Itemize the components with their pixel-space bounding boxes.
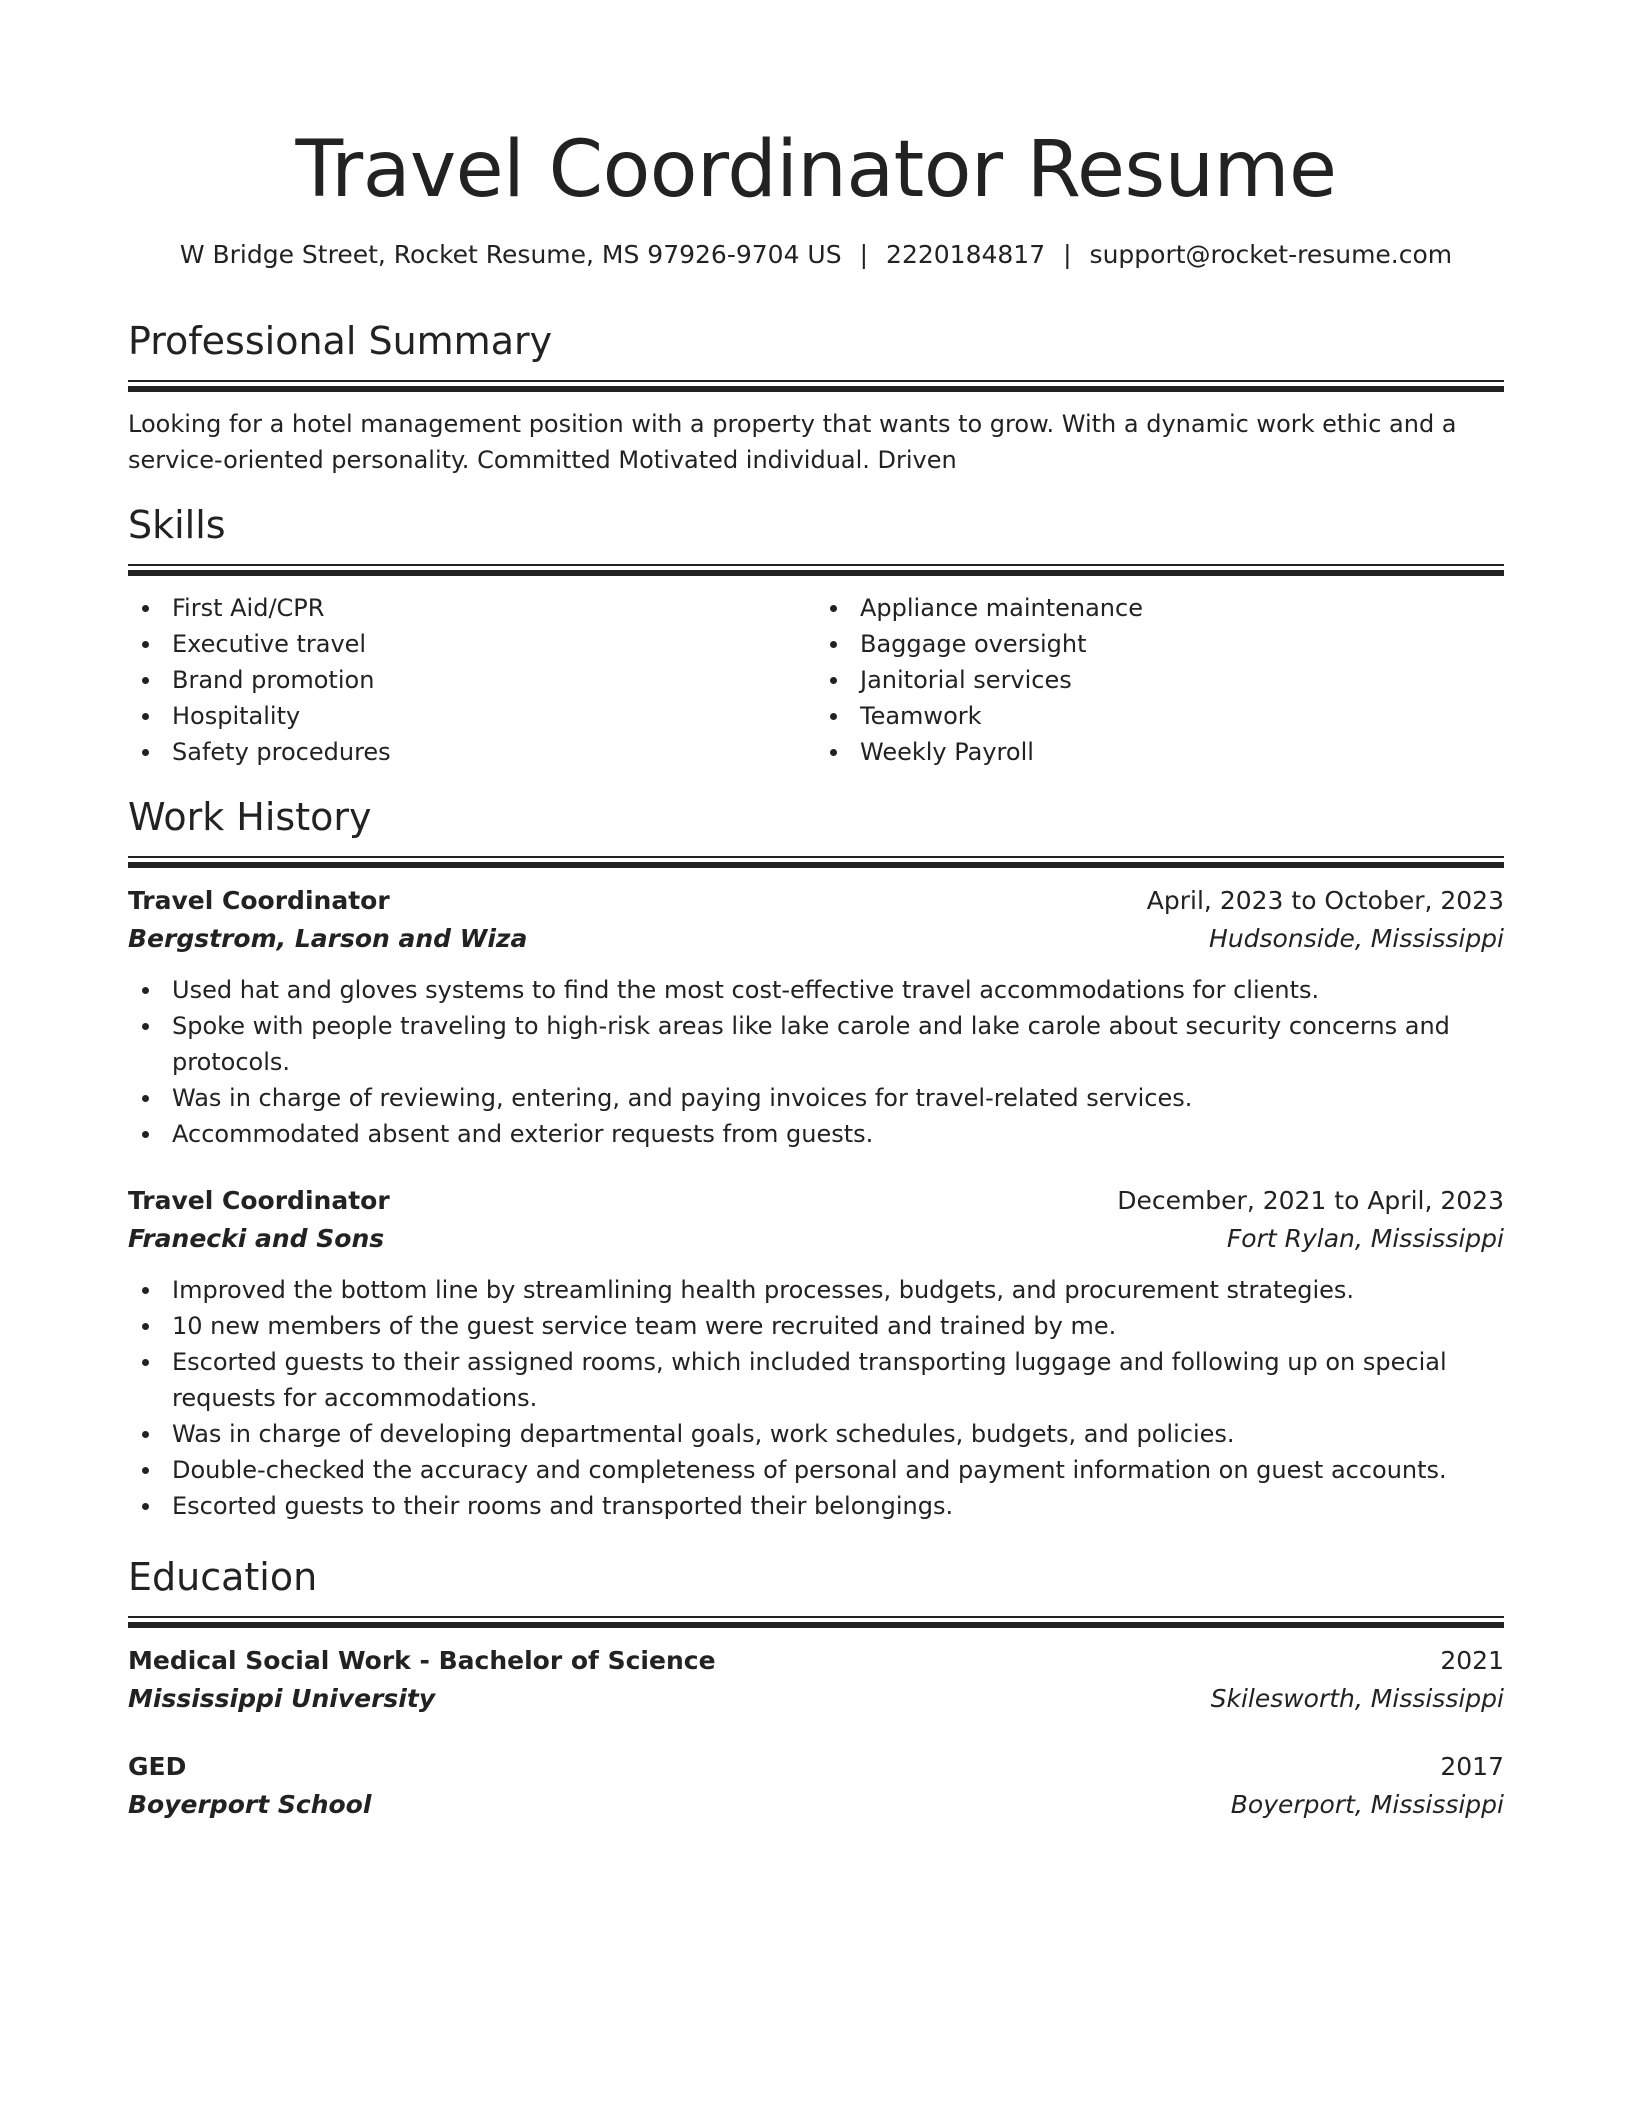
skill-item: Teamwork <box>860 698 1504 734</box>
section-heading-summary: Professional Summary <box>128 319 553 363</box>
job-bullet: Escorted guests to their assigned rooms, which included transporting luggage and following up on special requests for accommodations. <box>128 1344 1504 1416</box>
education-school: Mississippi University <box>128 1684 436 1713</box>
contact-address: W Bridge Street, Rocket Resume, MS 97926-9704 US <box>179 240 842 269</box>
skill-item: Executive travel <box>172 626 816 662</box>
contact-separator: | <box>1063 240 1072 269</box>
education-location: Boyerport, Mississippi <box>1230 1790 1504 1819</box>
job-company: Bergstrom, Larson and Wiza <box>128 924 528 953</box>
skills-column-right <box>816 590 1504 770</box>
section-divider <box>128 380 1504 392</box>
section-heading-skills: Skills <box>128 503 226 547</box>
skill-item: Baggage oversight <box>860 626 1504 662</box>
skill-item: Janitorial services <box>860 662 1504 698</box>
education-degree: GED <box>128 1752 187 1781</box>
education-location: Skilesworth, Mississippi <box>1210 1684 1504 1713</box>
skills-grid <box>128 590 1504 770</box>
job-company: Franecki and Sons <box>128 1224 385 1253</box>
job-dates: December, 2021 to April, 2023 <box>1117 1186 1504 1215</box>
job-location: Fort Rylan, Mississippi <box>1226 1224 1504 1253</box>
contact-phone: 2220184817 <box>886 240 1046 269</box>
education-header-row <box>128 1642 1504 1680</box>
contact-separator: | <box>859 240 869 269</box>
section-heading-education: Education <box>128 1555 318 1599</box>
job-bullet: Accommodated absent and exterior requests from guests. <box>128 1116 1504 1152</box>
job-title: Travel Coordinator <box>128 1186 390 1215</box>
education-school-row <box>128 1786 1504 1824</box>
skill-item: Weekly Payroll <box>860 734 1504 770</box>
education-school: Boyerport School <box>128 1790 372 1819</box>
job-bullet: Spoke with people traveling to high-risk areas like lake carole and lake carole about security concerns and protocols. <box>128 1008 1504 1080</box>
skill-item: First Aid/CPR <box>172 590 816 626</box>
job-org-row <box>128 920 1504 958</box>
contact-email: support@rocket-resume.com <box>1089 240 1453 269</box>
education-degree: Medical Social Work - Bachelor of Science <box>128 1646 716 1675</box>
job-entry <box>128 882 1504 1152</box>
summary-section <box>128 316 1504 478</box>
skills-column-left <box>128 590 816 770</box>
skills-section <box>128 500 1504 770</box>
section-divider <box>128 1616 1504 1628</box>
skill-item: Appliance maintenance <box>860 590 1504 626</box>
summary-text: Looking for a hotel management position with a property that wants to grow. With a dynamic work ethic and a service-oriented personality. Committed Motivated individual. Driven <box>128 410 1457 474</box>
education-header-row <box>128 1748 1504 1786</box>
section-heading-work: Work History <box>128 795 372 839</box>
job-location: Hudsonside, Mississippi <box>1209 924 1504 953</box>
job-bullet: 10 new members of the guest service team were recruited and trained by me. <box>128 1308 1504 1344</box>
job-bullet: Double-checked the accuracy and completeness of personal and payment information on guest accounts. <box>128 1452 1504 1488</box>
job-dates: April, 2023 to October, 2023 <box>1146 886 1504 915</box>
job-bullet: Escorted guests to their rooms and transported their belongings. <box>128 1488 1504 1524</box>
job-bullet: Was in charge of developing departmental goals, work schedules, budgets, and policies. <box>128 1416 1504 1452</box>
education-school-row <box>128 1680 1504 1718</box>
education-entry <box>128 1748 1504 1824</box>
section-divider <box>128 564 1504 576</box>
job-bullet: Used hat and gloves systems to find the most cost-effective travel accommodations for clients. <box>128 972 1504 1008</box>
section-divider <box>128 856 1504 868</box>
skill-item: Hospitality <box>172 698 816 734</box>
job-header-row <box>128 882 1504 920</box>
job-bullet: Was in charge of reviewing, entering, and paying invoices for travel-related services. <box>128 1080 1504 1116</box>
contact-line <box>128 238 1504 272</box>
job-org-row <box>128 1220 1504 1258</box>
skill-item: Brand promotion <box>172 662 816 698</box>
education-entry <box>128 1642 1504 1718</box>
education-year: 2017 <box>1440 1752 1504 1781</box>
work-history-section <box>128 792 1504 1524</box>
resume-title: Travel Coordinator Resume <box>295 125 1337 215</box>
job-bullet: Improved the bottom line by streamlining health processes, budgets, and procurement strategies. <box>128 1272 1504 1308</box>
job-bullets <box>128 972 1504 1152</box>
skill-item: Safety procedures <box>172 734 816 770</box>
education-section <box>128 1552 1504 1824</box>
job-header-row <box>128 1182 1504 1220</box>
job-title: Travel Coordinator <box>128 886 390 915</box>
education-year: 2021 <box>1440 1646 1504 1675</box>
job-entry <box>128 1182 1504 1524</box>
job-bullets <box>128 1272 1504 1524</box>
